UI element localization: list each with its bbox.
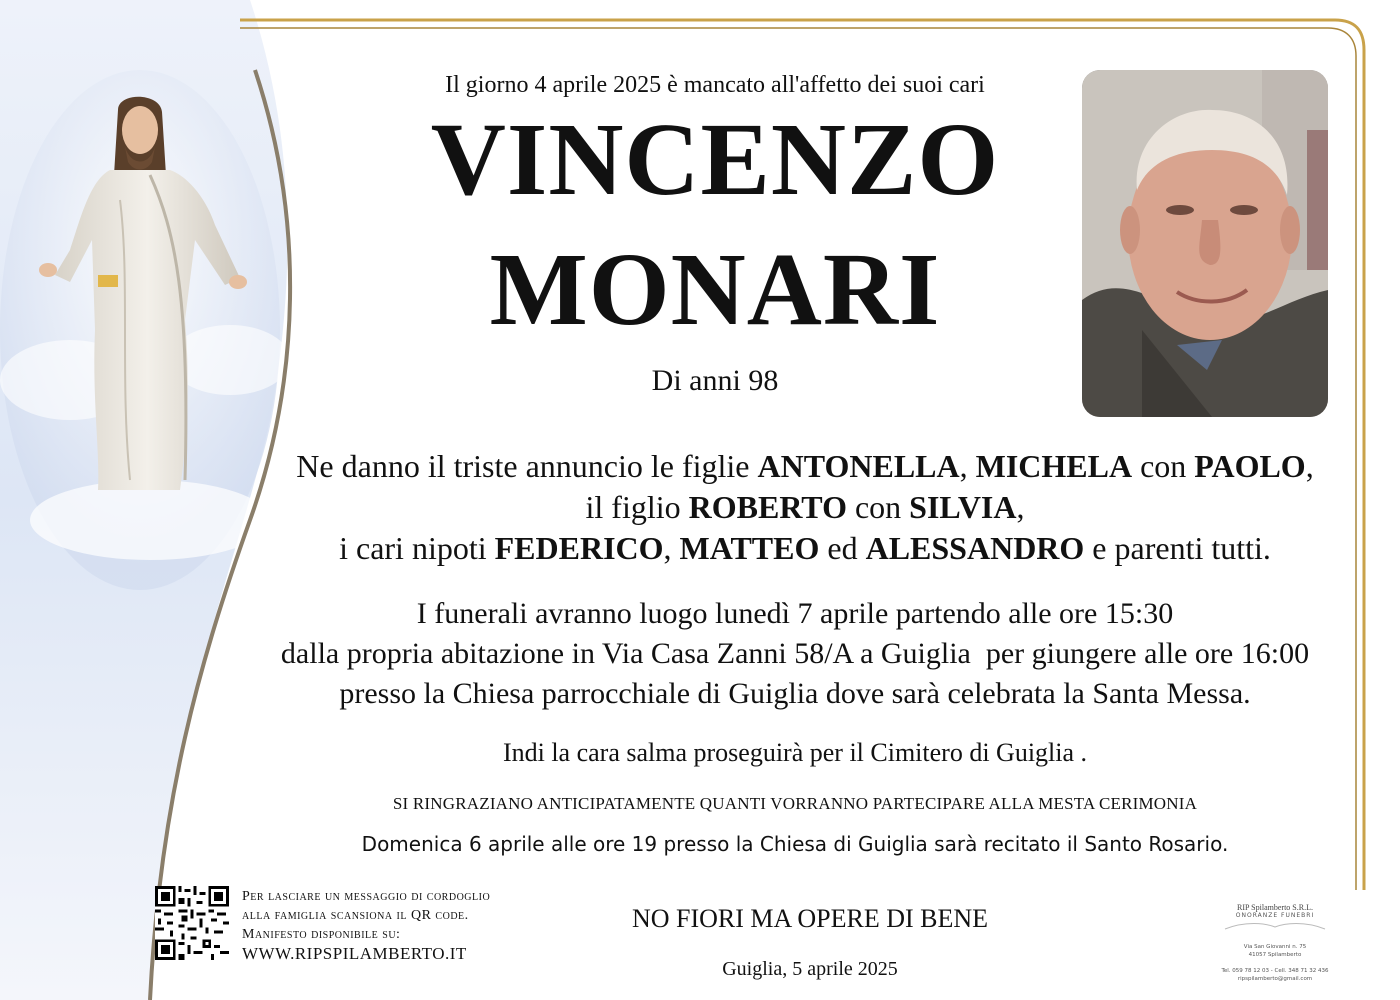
family-name: MICHELA (975, 448, 1133, 484)
text-fragment: con (1132, 448, 1195, 484)
text-fragment: , (1016, 489, 1025, 525)
agency-email: ripspilamberto@gmail.com (1237, 976, 1313, 982)
wing-icon (1215, 921, 1335, 931)
agency-address-line-1: Via San Giovanni n. 75 (1243, 944, 1307, 950)
qr-instructions (242, 887, 542, 963)
agency-phone: Tel. 059 78 12 03 - Cell. 348 71 32 436 (1221, 968, 1329, 974)
funeral-line-2: dalla propria abitazione in Via Casa Zanni 58/A a Guiglia per giungere alle ore 16:00 (280, 637, 1310, 670)
family-name: FEDERICO (494, 530, 664, 566)
text-fragment: con (846, 489, 910, 525)
website-link[interactable]: WWW.RIPSPILAMBERTO.IT (242, 944, 467, 963)
family-name: MATTEO (679, 530, 820, 566)
rosary-notice: Domenica 6 aprile alle ore 19 presso la Chiesa di Guiglia sarà recitato il Santo Rosario. (361, 832, 1229, 856)
qr-text-line-3: Manifesto disponibile su: (242, 927, 401, 942)
agency-name: RIP Spilamberto S.R.L. (1237, 903, 1313, 912)
family-name: SILVIA (909, 489, 1017, 525)
family-name: ALESSANDRO (865, 530, 1085, 566)
agency-contacts (1215, 967, 1335, 983)
qr-code[interactable] (155, 886, 229, 960)
text-fragment: , (1305, 448, 1314, 484)
funeral-details (230, 594, 1360, 714)
agency-subtitle: ONORANZE FUNEBRI (1235, 912, 1315, 919)
deceased-portrait-photo (1082, 70, 1328, 417)
qr-text-line-2: alla famiglia scansiona il QR code. (242, 908, 469, 923)
burial-notice: Indi la cara salma proseguirà per il Cimitero di Guiglia . (502, 738, 1088, 767)
funeral-agency-logo (1215, 903, 1335, 983)
thanks-notice: SI RINGRAZIANO ANTICIPATAMENTE QUANTI VORRANNO PARTECIPARE ALLA MESTA CERIMONIA (392, 794, 1198, 813)
text-fragment: e parenti tutti. (1084, 530, 1271, 566)
agency-address-line-2: 41057 Spilamberto (1248, 952, 1302, 958)
place-and-date: Guiglia, 5 aprile 2025 (722, 958, 898, 980)
announcement-line-3 (250, 528, 1360, 569)
text-fragment: ed (819, 530, 866, 566)
no-flowers-notice: NO FIORI MA OPERE DI BENE (631, 904, 989, 933)
text-fragment: , (663, 530, 680, 566)
deceased-age: Di anni 98 (651, 364, 779, 397)
announcement-line-1 (250, 446, 1360, 487)
family-announcement (250, 446, 1360, 569)
family-name: ANTONELLA (757, 448, 960, 484)
text-fragment: i cari nipoti (339, 530, 495, 566)
text-fragment: Ne danno il triste annuncio le figlie (296, 448, 758, 484)
agency-address (1215, 943, 1335, 959)
deceased-first-name: VINCENZO (430, 102, 1000, 217)
death-announcement-intro: Il giorno 4 aprile 2025 è mancato all'affetto dei suoi cari (445, 72, 985, 98)
text-fragment: il figlio (585, 489, 689, 525)
text-fragment: , (959, 448, 976, 484)
deceased-last-name: MONARI (489, 232, 941, 347)
qr-text-line-1: Per lasciare un messaggio di cordoglio (242, 889, 491, 904)
family-name: PAOLO (1194, 448, 1306, 484)
family-name: ROBERTO (688, 489, 847, 525)
announcement-line-2 (250, 487, 1360, 528)
funeral-line-3: presso la Chiesa parrocchiale di Guiglia dove sarà celebrata la Santa Messa. (339, 677, 1251, 710)
funeral-line-1: I funerali avranno luogo lunedì 7 aprile partendo alle ore 15:30 (416, 597, 1174, 630)
